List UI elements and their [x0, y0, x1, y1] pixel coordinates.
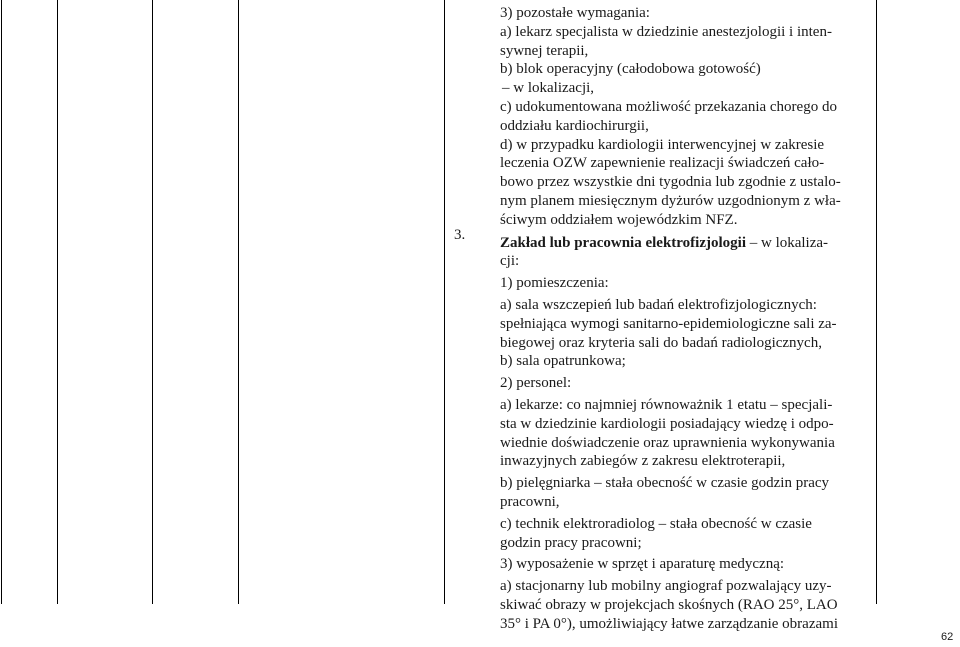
text-line: c) technik elektroradiolog – stała obecność w czasie: [500, 515, 812, 532]
text-line: spełniająca wymogi sanitarno-epidemiologiczne sali za-: [500, 315, 837, 332]
text-line: leczenia OZW zapewnienie realizacji świadczeń cało-: [500, 155, 825, 172]
page-number: 62: [941, 631, 954, 643]
text-line: a) stacjonarny lub mobilny angiograf pozwalający uzy-: [500, 578, 832, 595]
table-column-divider: [444, 0, 445, 604]
text-line: inwazyjnych zabiegów z zakresu elektroterapii,: [500, 453, 786, 470]
text-line: b) sala opatrunkowa;: [500, 353, 626, 370]
section-title-rest: – w lokaliza-: [745, 234, 829, 251]
text-line: wiednie doświadczenie oraz uprawnienia wykonywania: [500, 434, 835, 451]
document-text-column: [500, 0, 872, 634]
table-column-divider: [152, 0, 153, 604]
text-line: b) blok operacyjny (całodobowa gotowość): [500, 61, 761, 78]
table-column-divider: [238, 0, 239, 604]
text-line: nym planem miesięcznym dyżurów uzgodnionym z wła-: [500, 192, 841, 209]
text-line: 1) pomieszczenia:: [500, 275, 609, 292]
text-line: bowo przez wszystkie dni tygodnia lub zgodnie z ustalo-: [500, 174, 841, 191]
text-line: 3) pozostałe wymagania:: [500, 5, 650, 21]
text-line: sta w dziedzinie kardiologii posiadający wiedzę i odpo-: [500, 415, 834, 432]
text-line: a) lekarze: co najmniej równoważnik 1 etatu – specjali-: [500, 396, 833, 413]
text-line: godzin pracy pracowni;: [500, 534, 642, 551]
text-line: b) pielęgniarka – stała obecność w czasie godzin pracy: [500, 475, 830, 492]
table-column-divider: [57, 0, 58, 604]
text-line: a) sala wszczepień lub badań elektrofizjologicznych:: [500, 296, 817, 313]
text-line: c) udokumentowana możliwość przekazania chorego do: [500, 98, 837, 115]
text-line: biegowej oraz kryteria sali do badań radiologicznych,: [500, 334, 822, 351]
text-line: d) w przypadku kardiologii interwencyjnej w zakresie: [500, 136, 825, 153]
section-title: Zakład lub pracownia elektrofizjologii: [500, 234, 746, 251]
text-line: sywnej terapii,: [500, 42, 589, 59]
text-line: skiwać obrazy w projekcjach skośnych (RAO 25°, LAO: [500, 596, 838, 613]
text-line: 3) wyposażenie w sprzęt i aparaturę medyczną:: [500, 556, 785, 573]
text-line: oddziału kardiochirurgii,: [500, 117, 649, 134]
text-line: 2) personel:: [500, 375, 572, 392]
section-heading: [500, 234, 872, 253]
text-line: pracowni,: [500, 493, 560, 510]
text-line: 35° i PA 0°), umożliwiający łatwe zarządzanie obrazami: [500, 615, 838, 632]
section-number: 3.: [454, 227, 466, 243]
text-line: – w lokalizacji,: [502, 80, 595, 97]
table-border-right: [876, 0, 877, 604]
text-line: cji:: [500, 253, 520, 270]
text-line: a) lekarz specjalista w dziedzinie anestezjologii i inten-: [500, 23, 832, 40]
text-line: ściwym oddziałem wojewódzkim NFZ.: [500, 211, 738, 228]
table-border-left: [1, 0, 2, 604]
